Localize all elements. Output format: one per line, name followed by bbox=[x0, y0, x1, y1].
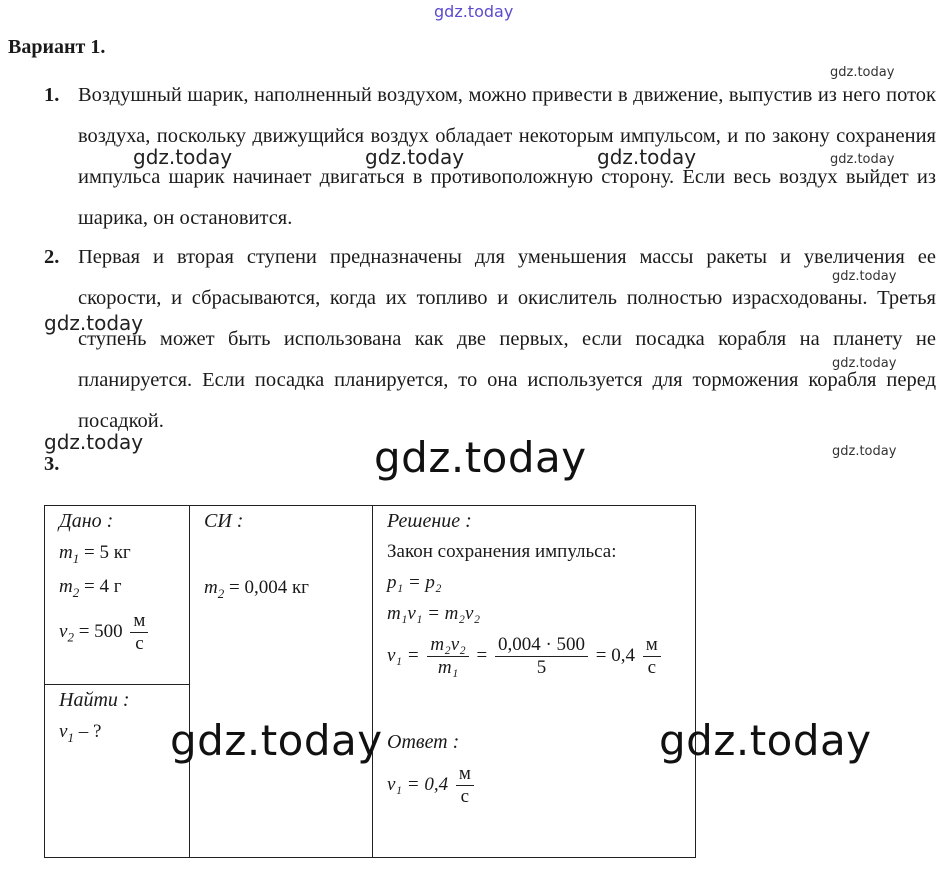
watermark: gdz.today bbox=[832, 444, 897, 459]
solution-table bbox=[44, 505, 696, 858]
problem-number-3: 3. bbox=[44, 453, 60, 475]
problem-text-1: Воздушный шарик, наполненный воздухом, можно привести в движение, выпустив из него поток воздуха, поскольку движущийся воздух обладает некоторым импульсом, и по закону сохранения импульса шарик начинает двигаться в противоположную сторону. Если весь воздух выйдет из шарика, он остановится. bbox=[78, 84, 936, 229]
find-v1: $v_1$ – ? bbox=[59, 721, 102, 745]
given-cell bbox=[45, 506, 190, 685]
given-header: Дано : bbox=[59, 510, 114, 532]
watermark-large: gdz.today bbox=[374, 433, 587, 482]
watermark: gdz.today bbox=[832, 356, 897, 371]
watermark: gdz.today bbox=[133, 145, 233, 169]
watermark: gdz.today bbox=[832, 269, 897, 284]
watermark: gdz.today bbox=[597, 145, 697, 169]
problem-number-1: 1. bbox=[44, 84, 60, 106]
answer-header: Ответ : bbox=[387, 731, 460, 753]
si-m2: $m_2 = 0,004$ кг bbox=[204, 577, 309, 601]
si-cell bbox=[190, 506, 373, 858]
watermark: gdz.today bbox=[44, 311, 144, 335]
find-cell bbox=[45, 685, 190, 858]
watermark: gdz.today bbox=[830, 152, 895, 167]
equation-1: p₁ = p₂ bbox=[387, 572, 442, 593]
answer-value: v₁ = 0,4 $\frac{м}{с}$ bbox=[387, 763, 681, 808]
watermark: gdz.today bbox=[365, 145, 465, 169]
watermark-large: gdz.today bbox=[170, 716, 383, 765]
given-v2: $v_2 = 500$ $\frac{м}{с}$ bbox=[59, 610, 175, 655]
problem-number-2: 2. bbox=[44, 246, 60, 268]
watermark-large: gdz.today bbox=[659, 716, 872, 765]
watermark-top: gdz.today bbox=[434, 2, 514, 21]
watermark: gdz.today bbox=[44, 430, 144, 454]
si-header: СИ : bbox=[204, 510, 244, 532]
variant-title: Вариант 1. bbox=[8, 36, 106, 58]
given-m2: $m_2 = 4$ г bbox=[59, 575, 122, 600]
equation-3: v₁ = $\frac{\text{m₂v₂}}{\text{m₁}}$ = $\frac{0,004 \cdot 500}{5}$ = 0,4 $\frac{м}{с}$ bbox=[387, 634, 681, 679]
solution-header: Решение : bbox=[387, 510, 472, 532]
conservation-law: Закон сохранения импульса: bbox=[387, 541, 617, 562]
equation-2: m₁v₁ = m₂v₂ bbox=[387, 603, 481, 624]
given-m1: $m_1 = 5$ кг bbox=[59, 542, 131, 566]
problem-text-2: Первая и вторая ступени предназначены для уменьшения массы ракеты и увеличения ее скорости, и сбрасываются, когда их топливо и окислитель полностью израсходованы. Третья ступень может быть использована как две первых, если посадка корабля на планету не планируется. Если посадка планируется, то она используется для торможения корабля перед посадкой. bbox=[78, 246, 936, 432]
solution-cell bbox=[373, 506, 696, 858]
find-header: Найти : bbox=[59, 689, 130, 711]
watermark: gdz.today bbox=[830, 65, 895, 80]
